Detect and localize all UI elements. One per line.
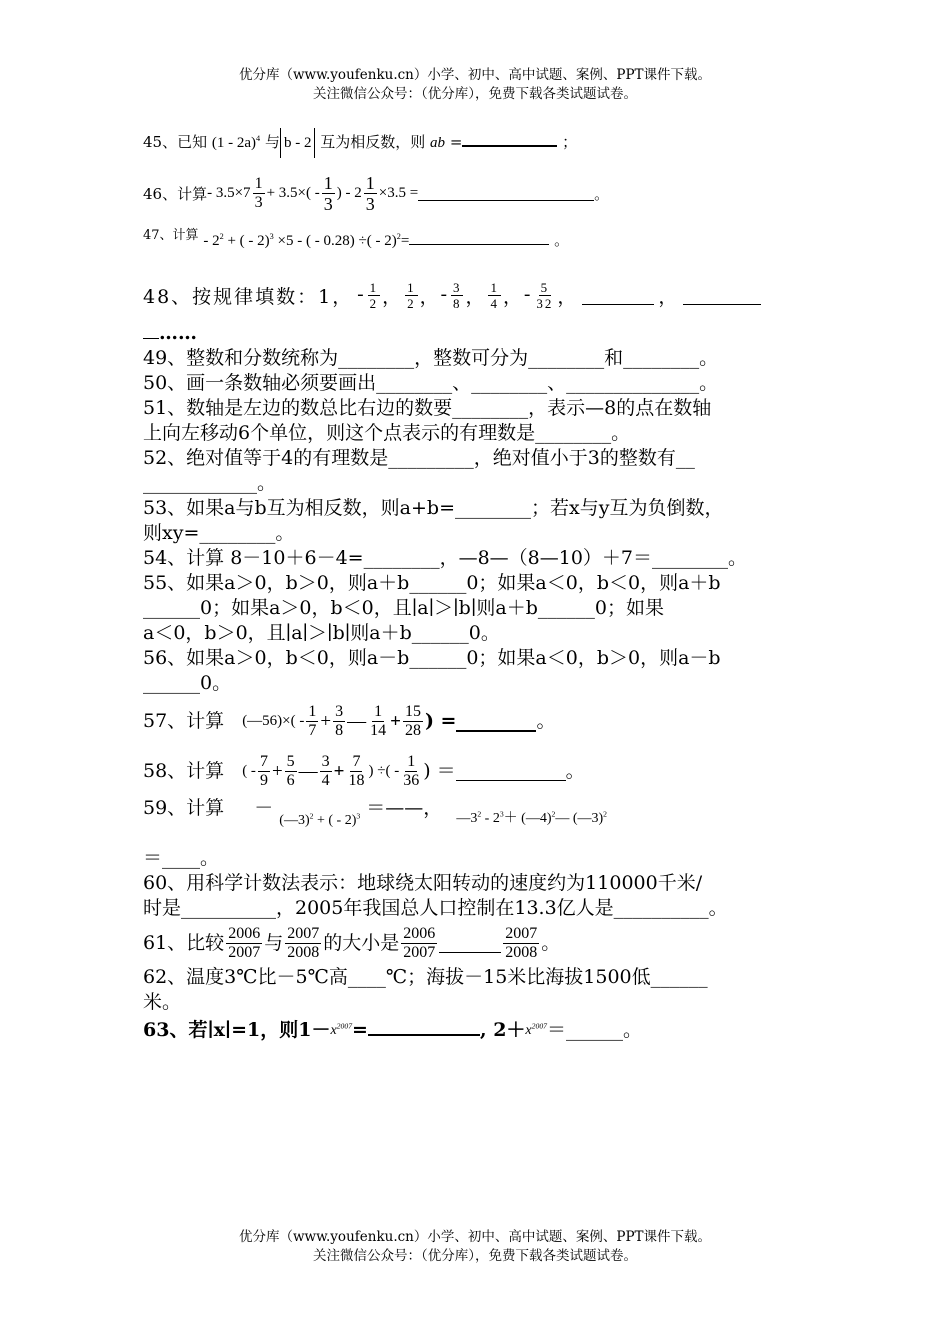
question-48: 48、按规律填数：1， - $\frac{1}{2}$ ， $\frac{1}{2}$ ， - $\frac{3}{8}$ ， $\frac{1}{4}$ ， - $\frac{5}{32}$ ， ，	[143, 271, 813, 319]
question-62-line-1: 62、温度3℃比－5℃高____℃；海拔－15米比海拔1500低______	[143, 966, 708, 988]
question-45: 45、已知 (1 - 2a)$^4$ 与 b - 2 互为相反数，则 ab = ；	[143, 127, 813, 157]
question-51-line-2: 上向左移动6个单位，则这个点表示的有理数是________。	[143, 422, 631, 444]
answer-blank	[418, 185, 594, 201]
question-50: 50、画一条数轴必须要画出________、________、______________。	[143, 372, 719, 394]
answer-blank	[582, 285, 654, 305]
page-header	[0, 66, 950, 104]
question-52-line-2: ____________。	[143, 472, 277, 494]
header-line-2: 关注微信公众号：（优分库），免费下载各类试题试卷。	[313, 86, 637, 102]
question-62-line-2: 米。	[143, 991, 182, 1013]
answer-blank	[462, 130, 557, 147]
question-list	[143, 122, 813, 1045]
question-48-continuation: ……	[143, 319, 813, 346]
question-53-line-1: 53、如果a与b互为相反数，则a+b=________；若x与y互为负倒数，	[143, 497, 724, 519]
question-63: 63、若∣x∣=1，则$1-x^{2007}=$ , $2+x^{2007}=\_\_\_\_\_\_$。	[143, 1015, 813, 1045]
footer-line-2: 关注微信公众号：（优分库），免费下载各类试题试卷。	[313, 1248, 637, 1264]
question-60-line-2: 时是__________，2005年我国总人口控制在13.3亿人是__________。	[143, 897, 728, 919]
question-59-line-2: ＝____。	[143, 847, 220, 869]
answer-blank	[409, 229, 549, 245]
question-47: 47、计算 - $2^2$ + ( - 2)$^3$ ×5 - ( - 0.28) ÷( - 2)$^2$= 。	[143, 228, 570, 249]
footer-line-1: 优分库（www.youfenku.cn）小学、初中、高中试题、案例、PPT课件下载。	[238, 1229, 712, 1245]
question-60-line-1: 60、用科学计数法表示：地球绕太阳转动的速度约为110000千米/	[143, 872, 703, 894]
question-46: 46、计算 - 3.5×7 $\frac{1}{3}$ + 3.5×( - $\frac{1}{3}$ ) - 2 $\frac{1}{3}$ ×3.5 = 。	[143, 172, 610, 214]
question-58: 58、计算 ( - $\frac{7}{9}$ + $\frac{5}{6}$ — $\frac{3}{4}$ + $\frac{7}{18}$ ) ÷( - $\frac{1}{36}$ ) ＝ 。	[143, 752, 585, 789]
question-52-line-1: 52、绝对值等于4的有理数是_________，绝对值小于3的整数有__	[143, 447, 695, 469]
page-footer	[0, 1228, 950, 1266]
header-line-1: 优分库（www.youfenku.cn）小学、初中、高中试题、案例、PPT课件下载。	[238, 67, 712, 83]
question-61: 61、比较 $\frac{2006}{2007}$ 与 $\frac{2007}{2008}$ 的大小是 $\frac{2006}{2007}$ $\frac{2007}{2008}$ 。	[143, 924, 561, 961]
answer-blank	[456, 711, 536, 732]
question-51-line-1: 51、数轴是左边的数总比右边的数要________，表示—8的点在数轴	[143, 397, 712, 419]
question-57: 57、计算 (—56)×( - $\frac{1}{7}$ + $\frac{3}{8}$ — $\frac{1}{14}$ + $\frac{15}{28}$ ) = 。	[143, 702, 556, 739]
question-54: 54、计算 8－10＋6－4=________，—8—（8—10）＋7＝________。	[143, 547, 748, 569]
question-55-line-1: 55、如果a＞0，b＞0，则a＋b______0；如果a＜0，b＜0，则a＋b	[143, 572, 721, 594]
answer-blank	[456, 761, 566, 781]
answer-blank	[143, 319, 159, 339]
question-56-line-1: 56、如果a＞0，b＜0，则a－b______0；如果a＜0，b＞0，则a－b	[143, 647, 721, 669]
answer-blank	[439, 933, 501, 953]
answer-blank	[683, 285, 761, 305]
question-59: 59、计算 － (—3)$^2$ + ( - 2)$^3$ ＝——， $—3^2 - 2^3+$ (—4)$^2$— (—3)$^2$	[143, 797, 608, 828]
question-49: 49、整数和分数统称为________，整数可分为________和________。	[143, 347, 719, 369]
question-53-line-2: 则xy=________。	[143, 522, 295, 544]
question-56-line-2: ______0。	[143, 672, 232, 694]
question-55-line-2: ______0；如果a＞0，b＜0，且∣a∣＞∣b∣则a＋b______0；如果	[143, 597, 664, 619]
question-55-line-3: a＜0，b＞0，且∣a∣＞∣b∣则a＋b______0。	[143, 622, 500, 644]
answer-blank	[368, 1015, 480, 1036]
